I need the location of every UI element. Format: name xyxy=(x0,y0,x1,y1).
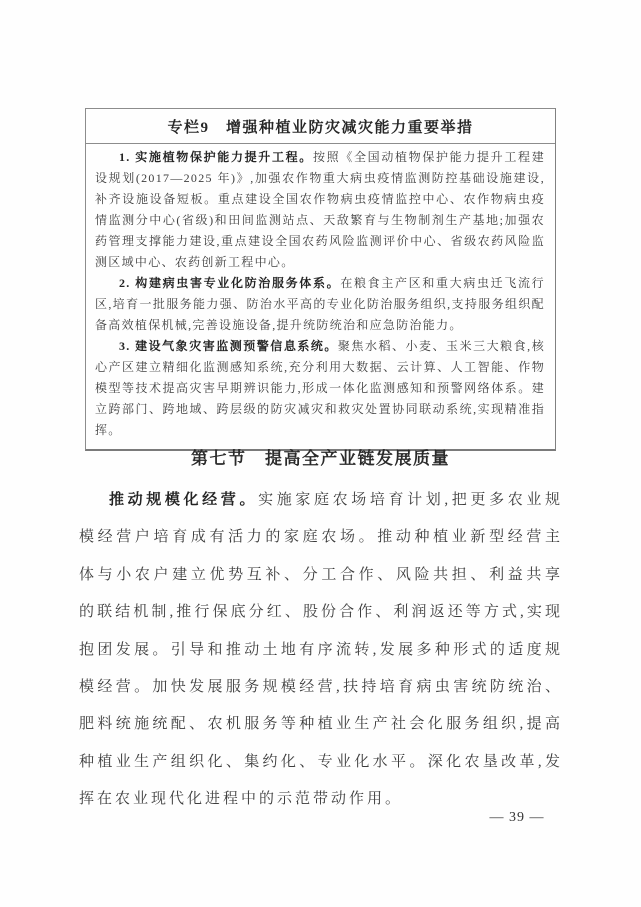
column-box-item-3-lead: 3. 建设气象灾害监测预警信息系统。 xyxy=(119,339,338,353)
section-heading: 第七节 提高全产业链发展质量 xyxy=(191,449,450,468)
column-box-item-2-lead: 2. 构建病虫害专业化防治服务体系。 xyxy=(119,276,341,290)
column-box-item-2 xyxy=(95,273,545,336)
column-box-item-1-lead: 1. 实施植物保护能力提升工程。 xyxy=(119,150,313,164)
column-box-item-3 xyxy=(95,336,545,441)
body-paragraph xyxy=(79,482,563,819)
column-box-item-3-text: 聚焦水稻、小麦、玉米三大粮食,核心产区建立精细化监测感知系统,充分利用大数据、云计算、人工智能、作物模型等技术提高灾害早期辨识能力,形成一体化监测感知和预警网络体系。建立跨部门、跨地域、跨层级的防灾减灾和救灾处置协同联动系统,实现精准指挥。 xyxy=(95,339,545,437)
column-box-item-1-text: 按照《全国动植物保护能力提升工程建设规划(2017—2025 年)》,加强农作物重大病虫疫情监测防控基础设施建设,补齐设施设备短板。重点建设全国农作物病虫疫情监控中心、农作物病虫疫情监测分中心(省级)和田间监测站点、天敌繁育与生物制剂生产基地;加强农药管理支撑能力建设,重点建设全国农药风险监测评价中心、省级农药风险监测区域中心、农药创新工程中心。 xyxy=(95,150,545,269)
column-box-item-2-text: 在粮食主产区和重大病虫迁飞流行区,培育一批服务能力强、防治水平高的专业化防治服务组织,支持服务组织配备高效植保机械,完善设施设备,提升统防统治和应急防治能力。 xyxy=(95,276,545,332)
column-box-title: 专栏9 增强种植业防灾减灾能力重要举措 xyxy=(86,109,555,144)
body-paragraph-text: 实施家庭农场培育计划,把更多农业规模经营户培育成有活力的家庭农场。推动种植业新型经营主体与小农户建立优势互补、分工合作、风险共担、利益共享的联结机制,推行保底分红、股份合作、利润返还等方式,实现抱团发展。引导和推动土地有序流转,发展多种形式的适度规模经营。加快发展服务规模经营,扶持培育病虫害统防统治、肥料统施统配、农机服务等种植业生产社会化服务组织,提高种植业生产组织化、集约化、专业化水平。深化农垦改革,发挥在农业现代化进程中的示范带动作用。 xyxy=(79,492,563,808)
body-paragraph-lead: 推动规模化经营。 xyxy=(109,492,259,508)
column-box-item-1 xyxy=(95,147,545,273)
column-9-box xyxy=(85,108,556,451)
column-box-body xyxy=(86,144,555,449)
page-number: — 39 — xyxy=(489,810,545,825)
